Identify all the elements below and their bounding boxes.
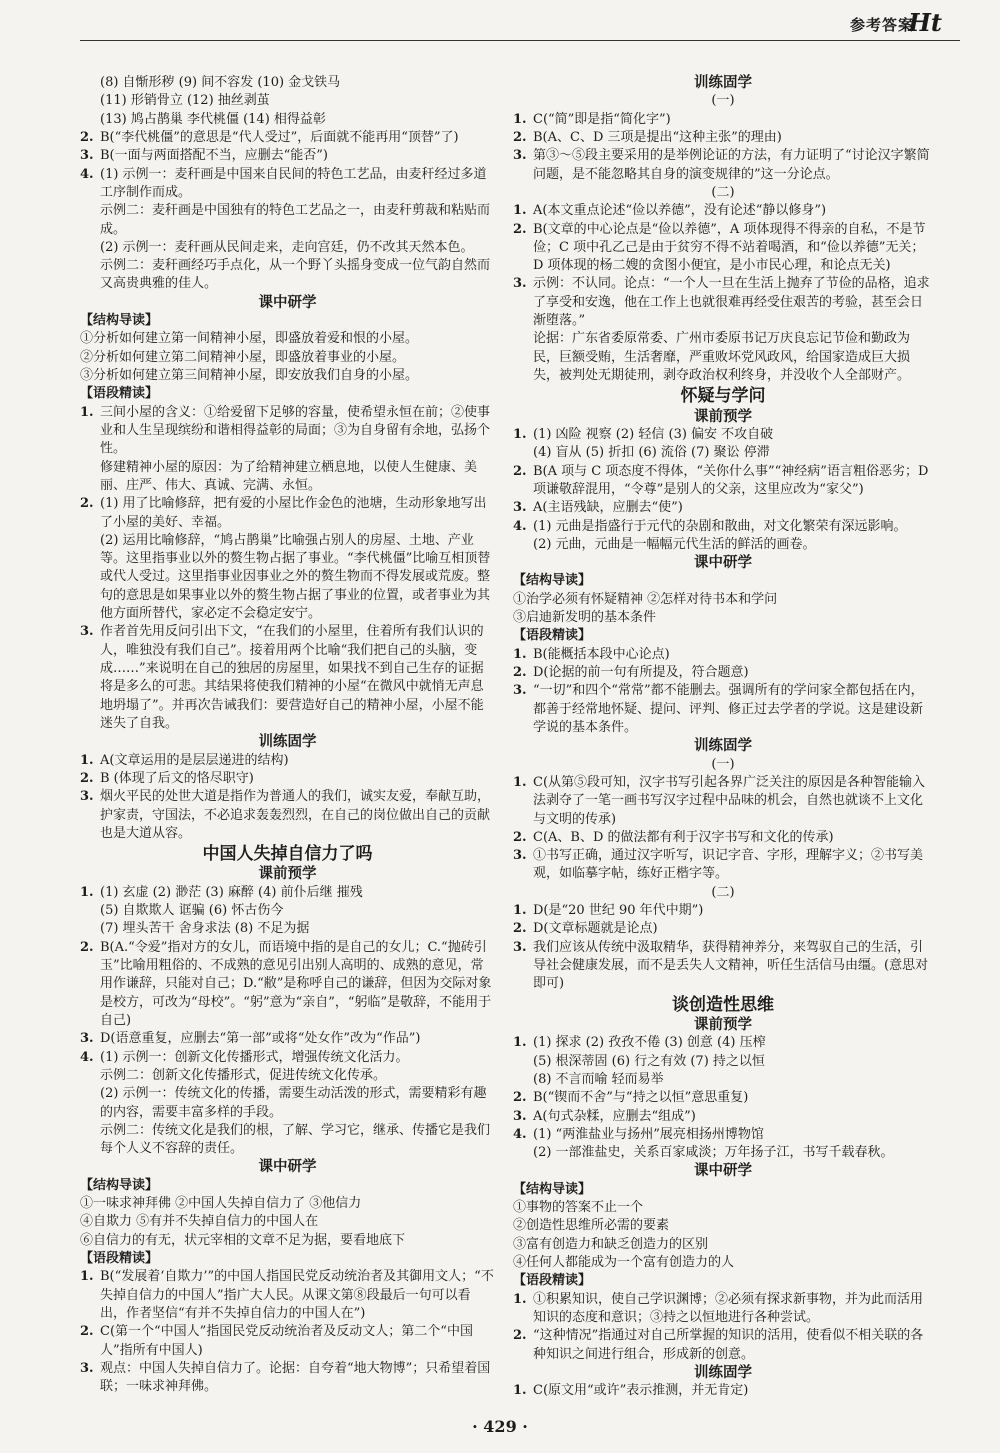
item-text: “这种情况”指通过对自己所掌握的知识的活用，使看似不相关联的各种知识之间进行组合，形成新的创意。 (533, 1328, 924, 1362)
item-text: (1) 玄虚 (2) 渺茫 (3) 麻醉 (4) 前仆后继 摧残 (100, 884, 363, 900)
header-divider (80, 40, 960, 41)
answer-item (513, 518, 933, 536)
answer-item (80, 1030, 495, 1048)
article-title: 中国人失掉自信力了吗 (202, 844, 373, 865)
answer-line: ⑥自信力的有无，状元宰相的文章不足为据，要看地底下 (80, 1232, 406, 1248)
item-text: B(文章的中心论点是“俭以养德”，A 项体现得不得亲的自私，不是节俭；C 项中孔乙己是由于贫穷不得不站着喝酒，和“俭以养德”无关；D 项体现的杨二嫂的贪图小便宜，是小市民心理，和论点无关) (533, 221, 926, 274)
item-text: C(“简”即是指“简化字”) (533, 111, 671, 127)
item-number: 4. (80, 166, 94, 182)
answer-line: (8) 不言而喻 轻而易举 (533, 1071, 664, 1087)
item-text: C(从第⑤段可知，汉字书写引起各界广泛关注的原因是各种智能输入法剥夺了一笔一画书写汉字过程中品味的机会，自然也就谈不上文化与文明的传承) (533, 774, 926, 827)
answer-item (513, 426, 933, 444)
block-tag: 【结构导读】 (80, 1177, 159, 1193)
section-heading: 课中研学 (258, 294, 317, 311)
answer-line: (7) 埋头苦干 舍身求法 (8) 不足为据 (100, 921, 310, 937)
answer-line: ③启迪新发明的基本条件 (513, 610, 657, 626)
item-number: 2. (513, 1328, 527, 1344)
answer-line: (2) 示例一：麦秆画从民间走来，走向宫廷，仍不改其天然本色。 (100, 239, 474, 255)
section-heading: 训练固学 (694, 75, 752, 91)
item-number: 4. (513, 1126, 527, 1142)
header-label: 参考答案 (849, 16, 914, 34)
block-tag: 【语段精读】 (513, 1273, 592, 1289)
answer-item (513, 221, 933, 276)
section-heading: 课中研学 (258, 1159, 317, 1176)
item-text: B (体现了后文的恪尽职守) (100, 770, 254, 786)
answer-item (513, 664, 933, 682)
section-heading: 课前预学 (694, 1016, 752, 1033)
answer-item (513, 499, 933, 517)
item-number: 4. (513, 518, 527, 534)
answer-item (513, 1034, 933, 1052)
item-number: 2. (513, 665, 527, 680)
item-number: 3. (513, 1108, 527, 1124)
item-text: A(句式杂糅，应删去“组成”) (533, 1108, 696, 1124)
item-number: 1. (513, 774, 527, 790)
answer-line: (8) 自惭形秽 (9) 间不容发 (10) 金戈铁马 (100, 75, 341, 90)
item-text: C(原文用“或许”表示推测，并无肯定) (533, 1383, 749, 1399)
item-number: 3. (513, 276, 527, 292)
answer-item (513, 111, 933, 129)
item-number: 2. (80, 1324, 94, 1340)
item-number: 3. (513, 939, 527, 955)
item-number: 2. (80, 770, 94, 786)
item-number: 1. (80, 884, 94, 900)
answer-item (80, 788, 495, 843)
answer-item (513, 847, 933, 884)
item-text: (1) 凶险 视察 (2) 轻信 (3) 偏安 不攻自破 (533, 426, 774, 442)
item-text: (1) 用了比喻修辞，把有爱的小屋比作金色的池塘，生动形象地写出了小屋的美好、幸福。 (100, 496, 487, 530)
answer-item (80, 623, 495, 733)
item-text: A(本文重点论述“俭以养德”，没有论述“静以修身”) (533, 203, 827, 219)
item-number: 1. (513, 203, 527, 219)
page-number: · 429 · (472, 1417, 528, 1436)
item-number: 2. (513, 1090, 527, 1106)
answer-item (513, 1291, 933, 1328)
page-header (0, 0, 1000, 44)
item-text: (1) 示例一：麦秆画是中国来自民间的特色工艺品，由麦秆经过多道工序制作而成。 (100, 166, 487, 200)
answer-line: 示例二：传统文化是我们的根，了解、学习它，继承、传播它是我们每个人义不容辞的责任。 (100, 1122, 491, 1157)
item-number: 1. (513, 1383, 527, 1399)
section-heading: 课中研学 (694, 1163, 752, 1180)
block-tag: 【结构导读】 (80, 313, 159, 329)
answer-line: ②创造性思维所必需的要素 (513, 1218, 670, 1234)
answer-item (513, 774, 933, 829)
section-heading: 课前预学 (694, 408, 752, 425)
answer-item (80, 404, 495, 459)
answer-item (80, 1049, 495, 1067)
answer-item (513, 1126, 933, 1144)
answer-item (80, 752, 495, 770)
item-text: B(“发展着‘自欺力’”的中国人指国民党反动统治者及其御用文人；“不失掉自信力的中国人”指广大人民。从课文第⑧段最后一句可以看出，作者坚信“有并不失掉自信力的中国人在”) (100, 1269, 494, 1321)
answer-line: (13) 鸠占鹊巢 李代桃僵 (14) 相得益彰 (100, 111, 326, 127)
item-text: D(是“20 世纪 90 年代中期”) (533, 903, 704, 919)
item-number: 1. (513, 111, 527, 127)
item-number: 3. (80, 624, 94, 640)
item-text: B(能概括本段中心论点) (533, 646, 670, 662)
item-text: C(第一个“中国人”指国民党反动统治者及反动文人；第二个“中国人”指所有中国人) (100, 1324, 473, 1358)
answer-line: 修建精神小屋的原因：为了给精神建立栖息地，以使人生健康、美丽、庄严、伟大、真诚、完满、永恒。 (100, 459, 478, 493)
answer-item (513, 147, 933, 184)
item-text: (1) 探求 (2) 孜孜不倦 (3) 创意 (4) 压榨 (533, 1035, 766, 1051)
block-tag: 【语段精读】 (80, 386, 159, 402)
item-number: 3. (80, 789, 94, 805)
item-number: 2. (80, 939, 94, 955)
item-number: 1. (80, 752, 94, 768)
answer-line: (5) 自欺欺人 诓骗 (6) 怀古伤今 (100, 903, 284, 919)
item-text: 第③～⑤段主要采用的是举例论证的方法，有力证明了“讨论汉字繁简问题，是不能忽略其自身的演变规律的”这一分论点。 (533, 148, 930, 182)
answer-item (80, 770, 495, 788)
item-text: B(一面与两面搭配不当，应删去“能否”) (100, 148, 328, 164)
answer-line: ①一味求神拜佛 ②中国人失掉自信力了 ③他信力 (80, 1196, 362, 1212)
item-number: 1. (80, 404, 94, 420)
subsection-heading: (一) (711, 756, 735, 772)
brand-logo: Ht (908, 8, 942, 37)
subsection-heading: (二) (711, 184, 735, 200)
block-tag: 【语段精读】 (513, 628, 592, 644)
section-heading: 训练固学 (694, 1364, 752, 1381)
answer-item (80, 495, 495, 532)
item-text: 三间小屋的含义：①给爱留下足够的容量，使希望永恒在前；②使事业和人生呈现缤纷和谐相得益彰的局面；③为自身留有余地，弘扬个性。 (100, 404, 491, 457)
item-number: 2. (513, 129, 527, 145)
answer-line: ①事物的答案不止一个 (513, 1200, 644, 1216)
answer-item (513, 829, 933, 847)
answer-line: 论据：广东省委原常委、广州市委原书记万庆良忘记节俭和勤政为民，巨额受贿，生活奢靡，严重败坏党风政风，给国家造成巨大损失，被判处无期徒刑，剥夺政治权利终身，并没收个人全部财产。 (533, 331, 911, 383)
item-number: 3. (513, 148, 527, 164)
answer-item (513, 1108, 933, 1126)
answer-line: (2) 一部淮盐史，关系百家咸淡；万年扬子江，书写千载春秋。 (533, 1145, 894, 1161)
answer-line: (2) 元曲，元曲是一幅幅元代生活的鲜活的画卷。 (533, 536, 816, 552)
item-text: “一切”和四个“常常”都不能删去。强调所有的学问家全都包括在内，都善于经常地怀疑、提问、评判、修正过去学者的学说。这是建设新学说的基本条件。 (533, 683, 924, 735)
answer-line: ③富有创造力和缺乏创造力的区别 (513, 1236, 709, 1252)
item-number: 1. (80, 1269, 94, 1285)
answer-line: 示例二：创新文化传播形式，促进传统文化传承。 (100, 1067, 387, 1083)
item-number: 1. (513, 426, 527, 442)
item-text: A(文章运用的是层层递进的结构) (100, 752, 289, 768)
item-text: 烟火平民的处世大道是指作为普通人的我们，诚实友爱，奉献互助，护家责，守国法，不必追求轰轰烈烈，在自己的岗位做出自己的贡献也是大道从容。 (100, 789, 491, 841)
item-text: 观点：中国人失掉自信力了。论据：自夸着“地大物博”；只希望着国联；一味求神拜佛。 (100, 1360, 491, 1395)
block-tag: 【结构导读】 (513, 1181, 592, 1197)
answer-item (80, 1360, 495, 1397)
answer-line: (11) 形销骨立 (12) 抽丝剥茧 (100, 93, 270, 109)
answer-item (513, 1382, 933, 1400)
item-number: 3. (513, 848, 527, 864)
answer-line: (2) 示例一：传统文化的传播，需要生动活泼的形式，需要精彩有趣的内容，需要丰富多样的手段。 (100, 1086, 487, 1120)
answer-item (80, 939, 495, 1031)
answer-line: 示例二：麦秆画经巧手点化，从一个野丫头摇身变成一位气韵自然而又高贵典雅的佳人。 (100, 258, 491, 292)
item-text: C(A、B、D 的做法都有利于汉字书写和文化的传承) (533, 829, 834, 845)
item-number: 2. (513, 921, 527, 937)
answer-item (80, 166, 495, 203)
section-heading: 训练固学 (258, 734, 317, 751)
answer-item (80, 129, 495, 147)
answer-line: ③分析如何建立第三间精神小屋，即安放我们自身的小屋。 (80, 368, 419, 383)
item-text: D(语意重复，应删去“第一部”或将“处女作”改为“作品”) (100, 1031, 421, 1047)
item-text: (1) “两淮盐业与扬州”展亮相扬州博物馆 (533, 1126, 764, 1142)
answer-line: (5) 根深蒂固 (6) 行之有效 (7) 持之以恒 (533, 1053, 765, 1069)
item-number: 1. (513, 1291, 527, 1307)
answer-item (513, 1089, 933, 1107)
answer-line: ①分析如何建立第一间精神小屋，即盛放着爱和恨的小屋。 (80, 331, 419, 347)
item-number: 1. (513, 903, 527, 919)
item-number: 3. (80, 1031, 94, 1047)
item-number: 3. (80, 1360, 94, 1376)
subsection-heading: (一) (711, 93, 735, 109)
answer-line: ④自欺力 ⑤有并不失掉自信力的中国人在 (80, 1214, 319, 1230)
item-text: B(A、C、D 三项是提出“这种主张”的理由) (533, 129, 782, 145)
answer-item (513, 920, 933, 938)
answer-item (80, 1268, 495, 1323)
block-tag: 【结构导读】 (513, 573, 592, 589)
item-text: B(“李代桃僵”的意思是“代人受过”，后面就不能再用“顶替”了) (100, 129, 459, 145)
answer-line: (4) 盲从 (5) 折扣 (6) 流俗 (7) 聚讼 停滞 (533, 445, 770, 461)
item-text: (1) 示例一：创新文化传播形式，增强传统文化活力。 (100, 1049, 409, 1065)
answer-item (513, 902, 933, 920)
section-heading: 课中研学 (694, 555, 752, 572)
article-title: 谈创造性思维 (672, 994, 774, 1015)
item-text: B(“锲而不舍”与“持之以恒”意思重复) (533, 1090, 749, 1106)
item-number: 3. (513, 683, 527, 699)
answer-item (513, 1327, 933, 1364)
item-number: 2. (80, 129, 94, 145)
answer-item (513, 682, 933, 737)
item-number: 4. (80, 1049, 94, 1065)
answer-item (80, 1323, 495, 1360)
answer-item (513, 463, 933, 500)
item-number: 2. (513, 221, 527, 237)
item-text: 作者首先用反问引出下文，“在我们的小屋里，住着所有我们认识的人，唯独没有我们自己”。接着用两个比喻“我们把自己的头脑，变成……”来说明在自己的独居的房屋里，如果找不到自己生存的证据将是多么的可悲。其结果将使我们精神的小屋“在微风中就悄无声息地坍塌了”。并再次告诫我们：要营造好自己的精神小屋，小屋不能迷失了自我。 (100, 624, 484, 731)
item-text: (1) 元曲是指盛行于元代的杂剧和散曲，对文化繁荣有深远影响。 (533, 518, 907, 534)
answer-line: ②分析如何建立第二间精神小屋，即盛放着事业的小屋。 (80, 349, 406, 365)
answer-line: (2) 运用比喻修辞，“鸠占鹊巢”比喻强占别人的房屋、土地、产业等。这里指事业以外的赘生物占据了事业。“李代桃僵”比喻互相顶替或代人受过。这里指事业因事业之外的赘生物而不得发展或荒废。整句的意思是如果事业以外的赘生物占据了事业的位置，或者事业为其他方面所替代，家必定不会稳定安宁。 (100, 532, 491, 622)
answer-item (513, 202, 933, 220)
subsection-heading: (二) (711, 884, 735, 900)
item-text: D(文章标题就是论点) (533, 921, 658, 937)
item-number: 2. (513, 463, 527, 479)
answer-item (80, 884, 495, 902)
right-column (513, 74, 933, 1401)
item-text: 示例：不认同。论点：“一个人一旦在生活上抛弃了节俭的品格，追求了享受和安逸，他在工作上也就很难再经受住艰苦的考验，甚至会日渐堕落。” (533, 276, 930, 329)
block-tag: 【语段精读】 (80, 1251, 159, 1266)
answer-line: 示例二：麦秆画是中国独有的特色工艺品之一，由麦秆剪裁和粘贴而成。 (100, 203, 491, 237)
item-number: 2. (513, 829, 527, 845)
item-text: B(A 项与 C 项态度不得体，“关你什么事”“神经病”语言粗俗恶劣；D 项谦敬辞混用，“令尊”是别人的父亲，这里应改为“家父”) (533, 463, 929, 497)
item-number: 3. (80, 148, 94, 164)
item-text: ①书写正确，通过汉字听写，识记字音、字形，理解字义；②书写美观，如临摹字帖，练好正楷字等。 (533, 848, 924, 882)
item-text: B(A.“令爱”指对方的女儿，而语境中指的是自己的女儿；C.“抛砖引玉”比喻用粗俗的、不成熟的意见引出别人高明的、成熟的意见，常用作谦辞，只能对自己；D.“敝”是称呼自己的谦辞，但因为交际对象是校方，可改为“母校”。“躬”意为“亲自”，“躬临”是敬辞，不能用于自己) (100, 939, 492, 1028)
answer-item (513, 129, 933, 147)
item-text: D(论据的前一句有所提及，符合题意) (533, 665, 749, 680)
item-text: ①积累知识，使自己学识渊博；②必须有探求新事物，并为此而活用知识的态度和意识；③持之以恒地进行各种尝试。 (533, 1291, 924, 1325)
item-number: 1. (513, 646, 527, 662)
left-column (80, 74, 495, 1397)
item-number: 1. (513, 1035, 527, 1051)
answer-line: ①治学必须有怀疑精神 ②怎样对待书本和学问 (513, 591, 778, 607)
answer-item (513, 646, 933, 664)
section-heading: 训练固学 (694, 738, 752, 755)
item-text: 我们应该从传统中汲取精华，获得精神养分，来驾驭自己的生活，引导社会健康发展，而不是丢失人文精神，听任生活信马由缰。(意思对即可) (533, 939, 929, 992)
item-text: A(主语残缺，应删去“使”) (533, 500, 683, 516)
item-number: 2. (80, 496, 94, 512)
answer-item (513, 275, 933, 330)
answer-line: ④任何人都能成为一个富有创造力的人 (513, 1255, 735, 1270)
answer-item (513, 939, 933, 994)
section-heading: 课前预学 (258, 866, 317, 883)
article-title: 怀疑与学问 (680, 386, 766, 407)
answer-item (80, 147, 495, 165)
item-number: 3. (513, 500, 527, 516)
